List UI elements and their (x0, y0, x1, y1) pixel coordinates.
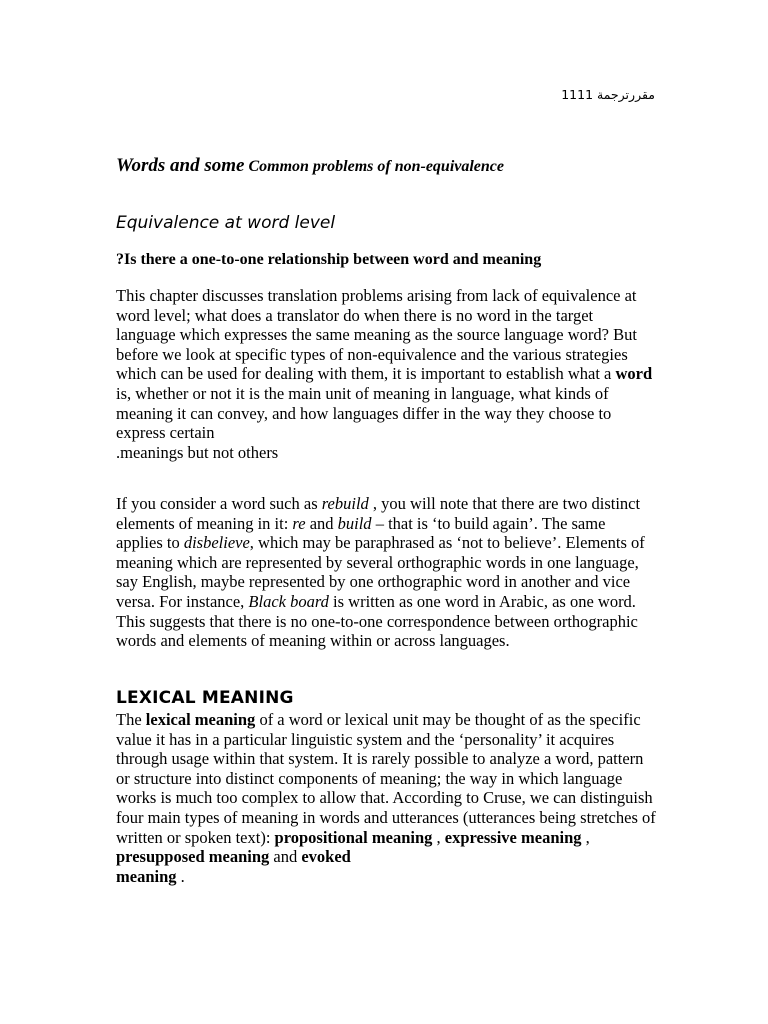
paragraph-2 (116, 494, 656, 651)
p1-text-b: is, whether or not it is the main unit of meaning in language, what kinds of meaning it can convey, and how languages differ in the way they choose to express certain (116, 383, 612, 443)
p2-text-4: – that is ‘to build again’. The same applies to (116, 513, 606, 553)
p1-bold-word: word (615, 364, 653, 384)
p2-text-6: is written as one word in Arabic, as one word. This suggests that there is no one-to-one correspondence between orthographic words and elements of meaning within or across languages. (116, 591, 638, 651)
p3-text-5: and (269, 847, 302, 867)
p3-bold-propositional: propositional meaning (274, 827, 433, 847)
document-title (116, 155, 504, 177)
p3-text-3: , (432, 827, 445, 847)
p3-bold-evoked: evoked (301, 847, 351, 867)
p2-text-3: and (305, 513, 338, 533)
p3-text-4: , (581, 827, 590, 847)
p3-text-6: . (176, 866, 185, 886)
title-part-2: Common problems of non-equivalence (248, 158, 505, 175)
title-part-1: Words and some (116, 155, 245, 176)
p2-text-2: , you will note that there are two distinct elements of meaning in it: (116, 494, 641, 533)
p3-bold-lexical-meaning: lexical meaning (145, 710, 256, 729)
p2-text-5: , which may be paraphrased as ‘not to believe’. Elements of meaning which are represented by several orthographic words in one language, say English, maybe represented by one orthographic word in another and vice versa. For instance, (116, 533, 645, 611)
p2-italic-disbelieve: disbelieve (183, 533, 250, 553)
p3-text-1: The (116, 710, 146, 729)
p1-last-line: .meanings but not others (116, 442, 279, 462)
p2-italic-build: build (337, 513, 372, 533)
p2-italic-re: re (292, 513, 306, 533)
p3-bold-presupposed: presupposed meaning (116, 847, 270, 867)
p3-text-2: of a word or lexical unit may be thought of as the specific value it has in a particular linguistic system and the ‘personality’ it acquires through usage within that system. It is rarely possible to analyze a word, pattern or structure into distinct components of meaning; the way in which language works is much too complex to allow that. According to Cruse, we can distinguish four main types of meaning in words and utterances (utterances being stretches of written or spoken text): (116, 710, 656, 847)
p3-bold-meaning: meaning (116, 866, 177, 886)
p1-text-a: This chapter discusses translation problems arising from lack of equivalence at word level; what does a translator do when there is no word in the target language which expresses the same meaning as the source language word? But before we look at specific types of non-equivalence and the various strategies which can be used for dealing with them, it is important to establish what a (116, 286, 637, 384)
lexical-meaning-heading: LEXICAL MEANING (116, 688, 294, 708)
p2-text-1: If you consider a word such as (116, 494, 322, 513)
paragraph-3 (116, 710, 656, 886)
p2-italic-black-board: Black board (248, 591, 329, 611)
course-note: مقررترجمة 1111 (561, 87, 655, 102)
question-heading: ?Is there a one-to-one relationship between word and meaning (116, 251, 542, 268)
p3-bold-expressive: expressive meaning (444, 827, 582, 847)
p2-italic-rebuild: rebuild (321, 494, 369, 513)
section-subtitle: Equivalence at word level (116, 213, 336, 233)
paragraph-1 (116, 286, 656, 462)
